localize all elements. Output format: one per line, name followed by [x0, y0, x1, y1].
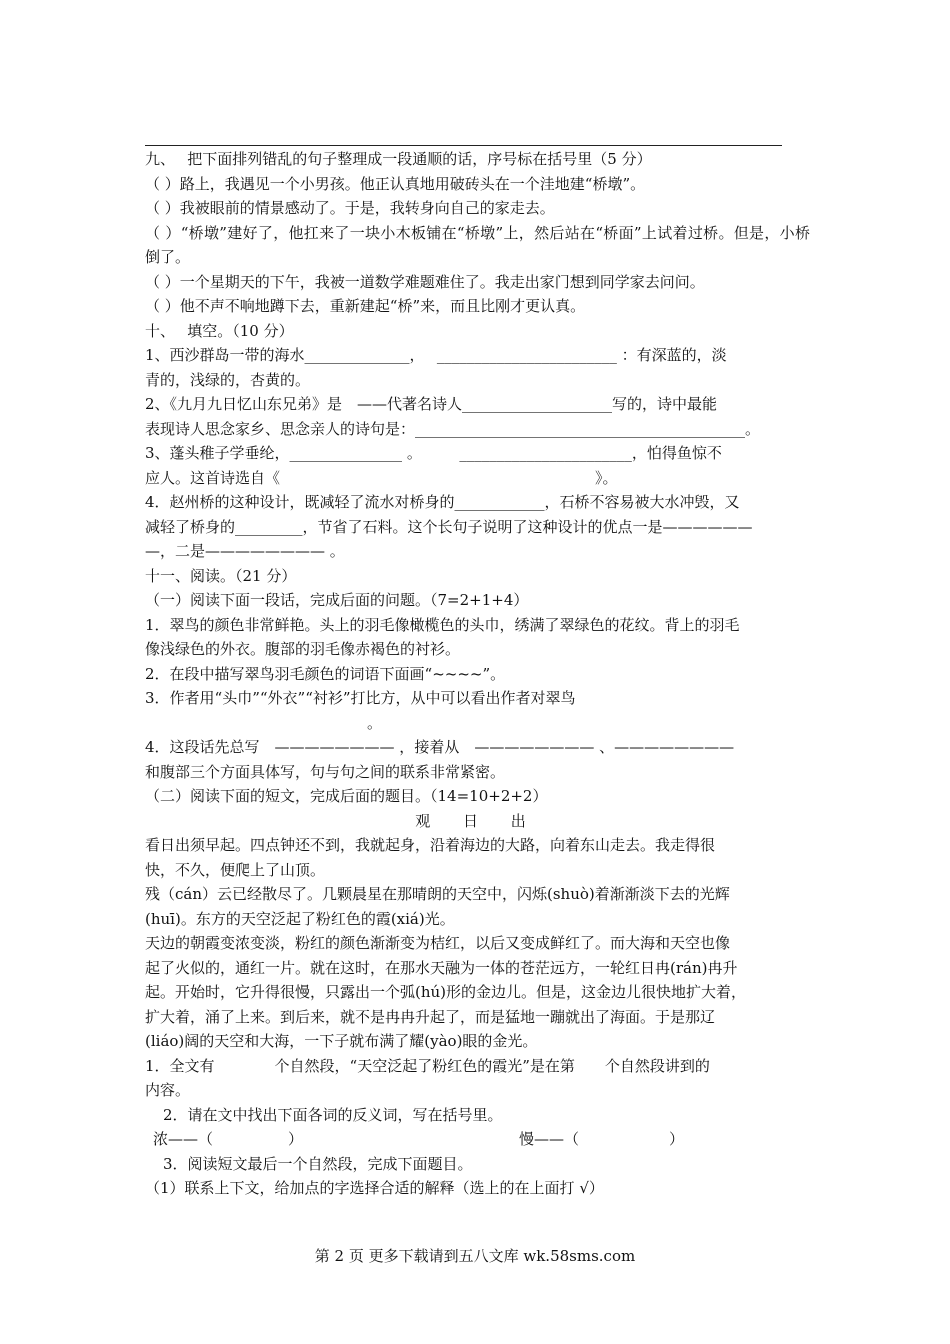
exam-page — [145, 130, 810, 1201]
essay-para1-a: 看日出须早起。四点钟还不到，我就起身，沿着海边的大路，向着东山走去。我走得很 — [145, 836, 716, 854]
q10-line-1b: 青的，浅绿的，杏黄的。 — [145, 370, 311, 389]
essay-para3-b: 起了火似的，通红一片。就在这时，在那水天融为一体的苍茫远方，一轮红日冉(rán)冉升 — [145, 958, 738, 977]
essay-para3-c: 起。开始时，它升得很慢，只露出一个弧(hú)形的金边儿。但是，这金边儿很快地扩大着， — [145, 983, 747, 1001]
q9-item-1: （ ）路上，我遇见一个小男孩。他正认真地用破砖头在一个洼地建“桥墩”。 — [145, 174, 646, 193]
q11-title: 十一、阅读。（21 分） — [145, 566, 297, 585]
q10-line-2b: 表现诗人思念家乡、思念亲人的诗句是：____________________________________________。 — [145, 419, 761, 438]
q11-p4-line-b: 和腹部三个方面具体写，句与句之间的联系非常紧密。 — [145, 762, 506, 781]
q10-line-2a: 2、《九月九日忆山东兄弟》是 ——代著名诗人____________________写的，诗中最能 — [145, 395, 718, 413]
q9-title: 九、 把下面排列错乱的句子整理成一段通顺的话，序号标在括号里（5 分） — [145, 150, 652, 168]
q9-item-5: （ ）他不声不响地蹲下去，重新建起“桥”来，而且比刚才更认真。 — [145, 297, 586, 315]
essay-para2-b: (huī)。东方的天空泛起了粉红色的霞(xiá)光。 — [145, 909, 455, 928]
q11-p3-end: 。 — [367, 713, 383, 732]
q11-p1-line-a: 1．翠鸟的颜色非常鲜艳。头上的羽毛像橄榄色的头巾，绣满了翠绿色的花纹。背上的羽毛 — [145, 615, 740, 634]
q10-line-4a: 4．赵州桥的这种设计，既减轻了流水对桥身的____________，石桥不容易被大水冲毁，又 — [145, 493, 740, 511]
essay-para3-a: 天边的朝霞变浓变淡，粉红的颜色渐渐变为桔红，以后又变成鲜红了。而大海和天空也像 — [145, 934, 731, 952]
essay-title: 观 日 出 — [415, 811, 540, 830]
q11-p2: 2．在段中描写翠鸟羽毛颜色的词语下面画“~~~~”。 — [145, 664, 506, 683]
question-1-b: 内容。 — [145, 1081, 191, 1099]
question-1-a: 1．全文有 个自然段，“天空泛起了粉红色的霞光”是在第 个自然段讲到的 — [145, 1056, 710, 1075]
question-2: 2．请在文中找出下面各词的反义词，写在括号里。 — [163, 1105, 503, 1124]
q9-item-2: （ ）我被眼前的情景感动了。于是，我转身向自己的家走去。 — [145, 199, 555, 217]
q10-title: 十、 填空。（10 分） — [145, 321, 294, 340]
q10-line-4b: 减轻了桥身的_________，节省了石料。这个长句子说明了这种设计的优点一是—————— — [145, 517, 753, 536]
q11-p3: 3．作者用“头巾”“外衣”“衬衫”打比方，从中可以看出作者对翠鸟 — [145, 689, 576, 707]
q11-part2-title: （二）阅读下面的短文，完成后面的题目。（14=10+2+2） — [145, 787, 548, 805]
q11-p1-line-b: 像浅绿色的外衣。腹部的羽毛像赤褐色的衬衫。 — [145, 640, 461, 658]
q10-line-4c: —，二是———————— 。 — [145, 542, 345, 560]
q10-line-1a: 1、西沙群岛一带的海水______________， ________________________ ：有深蓝的，淡 — [145, 346, 727, 364]
q11-p4-line-a: 4．这段话先总写 ———————— ，接着从 ———————— 、———————— — [145, 738, 735, 756]
essay-para3-d: 扩大着，涌了上来。到后来，就不是冉冉升起了，而是猛地一蹦就出了海面。于是那辽 — [145, 1007, 716, 1026]
antonym-man: 慢——（ ） — [519, 1130, 685, 1148]
question-3-1: （1）联系上下文，给加点的字选择合适的解释（选上的在上面打 √） — [145, 1179, 604, 1197]
essay-para3-e: (liáo)阔的天空和大海，一下子就布满了耀(yào)眼的金光。 — [145, 1032, 538, 1050]
question-3: 3．阅读短文最后一个自然段，完成下面题目。 — [163, 1154, 473, 1173]
q10-line-3a: 3、蓬头稚子学垂纶，_______________ 。 _______________________，怕得鱼惊不 — [145, 444, 722, 462]
question-2-answers — [145, 1127, 810, 1152]
essay-para1-b: 快，不久，便爬上了山顶。 — [145, 860, 326, 879]
antonym-nong: 浓——（ ） — [153, 1130, 304, 1148]
q9-item-4: （ ）一个星期天的下午，我被一道数学难题难住了。我走出家门想到同学家去问问。 — [145, 272, 705, 291]
q10-line-3b: 应人。这首诗选自《 》。 — [145, 468, 618, 487]
page-footer: 第 2 页 更多下载请到五八文库 wk.58sms.com — [314, 1247, 636, 1265]
essay-para2-a: 残（cán）云已经散尽了。几颗晨星在那晴朗的天空中，闪烁(shuò)着渐渐淡下去的光辉 — [145, 885, 730, 903]
q9-item-3: （ ）“桥墩”建好了，他扛来了一块小木板铺在“桥墩”上，然后站在“桥面”上试着过桥。但是，小桥倒了。 — [145, 223, 810, 266]
q11-part1-title: （一）阅读下面一段话，完成后面的问题。（7=2+1+4） — [145, 591, 529, 609]
